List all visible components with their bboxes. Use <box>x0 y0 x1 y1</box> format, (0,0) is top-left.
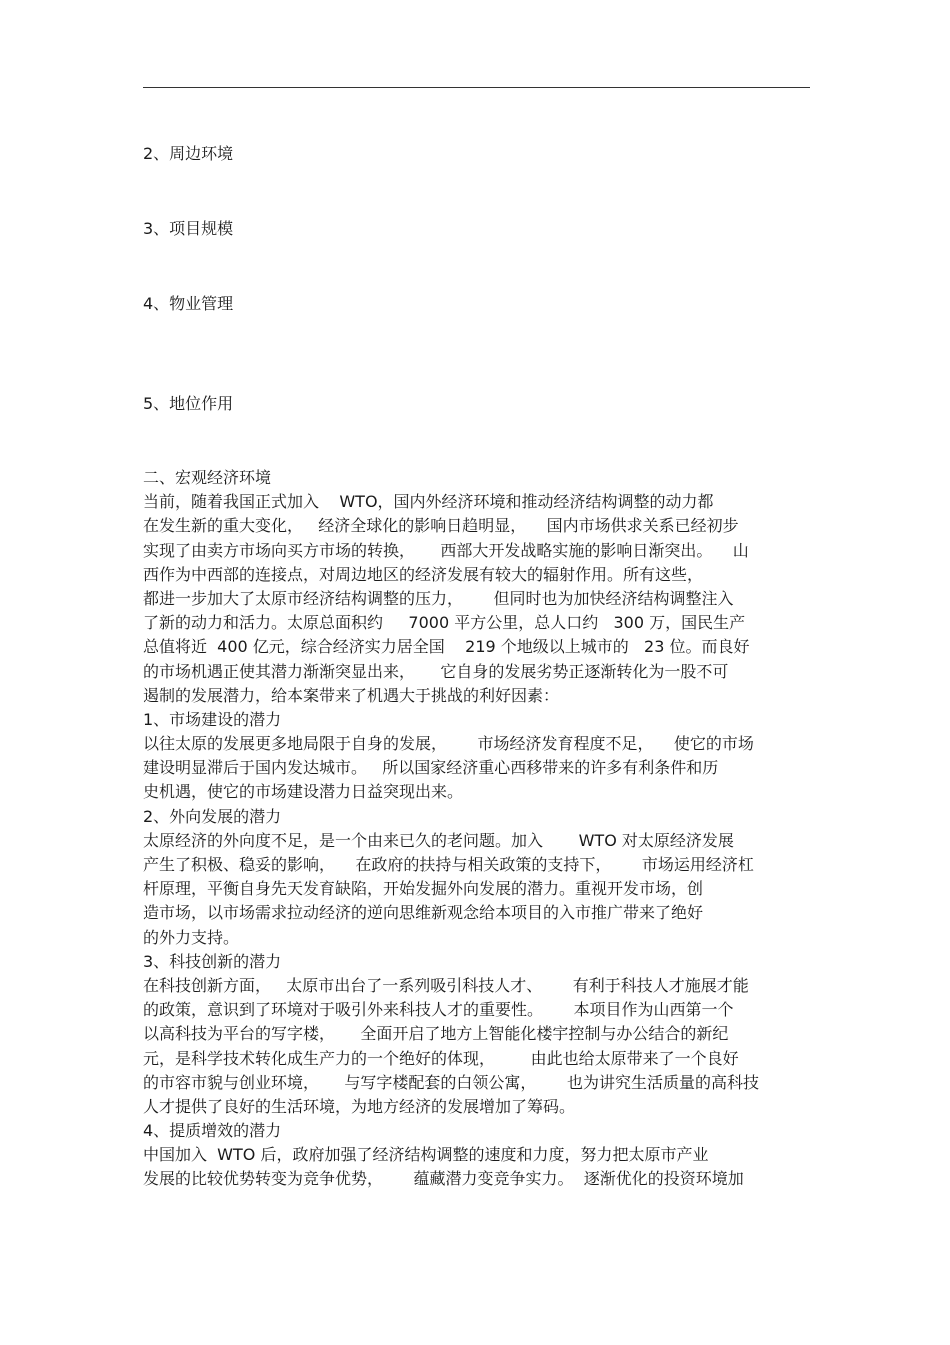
body-line: 实现了由卖方市场向买方市场的转换， 西部大开发战略实施的影响日渐突出。 山 <box>143 540 749 560</box>
body-line: 1、市场建设的潜力 <box>143 709 282 729</box>
body-line: 造市场，以市场需求拉动经济的逆向思维新观念给本项目的入市推广带来了绝好 <box>143 903 704 923</box>
body-line: 人才提供了良好的生活环境，为地方经济的发展增加了筹码。 <box>143 1096 576 1116</box>
body-line: 太原经济的外向度不足，是一个由来已久的老问题。加入 WTO 对太原经济发展 <box>143 830 734 850</box>
body-line: 3、科技创新的潜力 <box>143 951 282 971</box>
body-line: 二、宏观经济环境 <box>143 468 272 487</box>
item-project-scale: 3、项目规模 <box>143 219 234 238</box>
body-line: 的政策，意识到了环境对于吸引外来科技人才的重要性。 本项目作为山西第一个 <box>143 1000 734 1020</box>
body-line: 产生了积极、稳妥的影响， 在政府的扶持与相关政策的支持下， 市场运用经济杠 <box>143 855 754 874</box>
body-line: 史机遇，使它的市场建设潜力日益突现出来。 <box>143 782 464 802</box>
body-line: 4、提质增效的潜力 <box>143 1121 282 1141</box>
body-text <box>143 466 815 1192</box>
body-line: 在发生新的重大变化， 经济全球化的影响日趋明显， 国内市场供求关系已经初步 <box>143 516 739 536</box>
body-line: 建设明显滞后于国内发达城市。 所以国家经济重心西移带来的许多有利条件和历 <box>143 758 719 778</box>
body-line: 总值将近 400 亿元，综合经济实力居全国 219 个地级以上城市的 23 位。而良好 <box>143 637 750 657</box>
body-line: 发展的比较优势转变为竞争优势， 蕴藏潜力变竞争实力。 逐渐优化的投资环境加 <box>143 1169 744 1189</box>
item-role: 5、地位作用 <box>143 394 234 413</box>
body-line: 的外力支持。 <box>143 927 240 947</box>
body-line: 当前，随着我国正式加入 WTO，国内外经济环境和推动经济结构调整的动力都 <box>143 492 714 512</box>
body-line: 以高科技为平台的写字楼， 全面开启了地方上智能化楼宇控制与办公结合的新纪 <box>143 1024 729 1044</box>
body-line: 遏制的发展潜力，给本案带来了机遇大于挑战的利好因素： <box>143 685 560 705</box>
body-line: 西作为中西部的连接点，对周边地区的经济发展有较大的辐射作用。所有这些， <box>143 564 704 584</box>
body-line: 2、外向发展的潜力 <box>143 806 282 826</box>
body-line: 以往太原的发展更多地局限于自身的发展， 市场经济发育程度不足， 使它的市场 <box>143 734 754 754</box>
header-rule <box>143 87 810 88</box>
body-line: 在科技创新方面， 太原市出台了一系列吸引科技人才、 有利于科技人才施展才能 <box>143 975 749 995</box>
body-line: 的市场机遇正使其潜力渐渐突显出来， 它自身的发展劣势正逐渐转化为一股不可 <box>143 661 729 681</box>
body-line: 元，是科学技术转化成生产力的一个绝好的体现， 由此也给太原带来了一个良好 <box>143 1048 739 1068</box>
body-line: 杆原理，平衡自身先天发育缺陷，开始发掘外向发展的潜力。重视开发市场，创 <box>143 879 704 899</box>
body-line: 都进一步加大了太原市经济结构调整的压力， 但同时也为加快经济结构调整注入 <box>143 588 734 608</box>
body-line: 了新的动力和活力。太原总面积约 7000 平方公里，总人口约 300 万，国民生产 <box>143 613 746 633</box>
body-line: 中国加入 WTO 后，政府加强了经济结构调整的速度和力度，努力把太原市产业 <box>143 1145 709 1165</box>
item-property-management: 4、物业管理 <box>143 294 234 313</box>
item-surroundings: 2、周边环境 <box>143 144 234 163</box>
body-line: 的市容市貌与创业环境， 与写字楼配套的白领公寓， 也为讲究生活质量的高科技 <box>143 1072 759 1092</box>
